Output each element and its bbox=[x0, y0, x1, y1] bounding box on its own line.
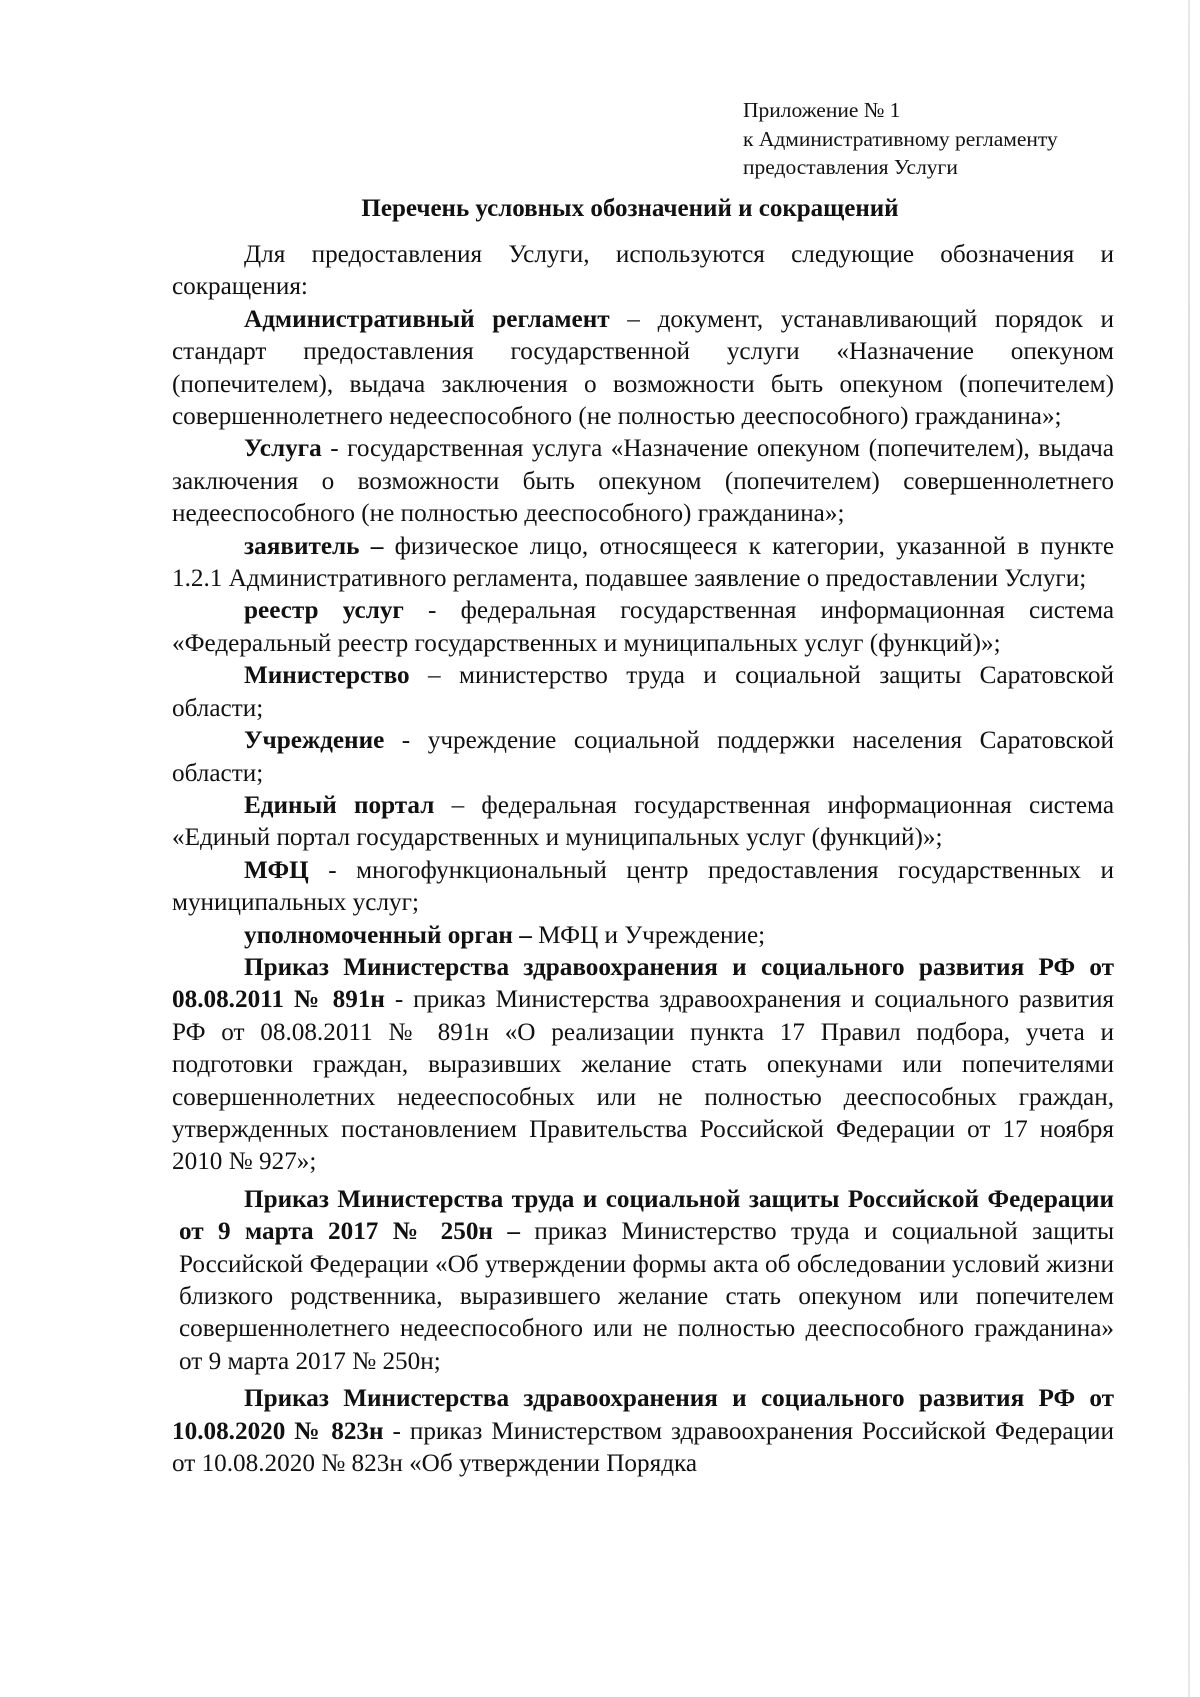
definition-term: Министерство bbox=[244, 662, 410, 690]
definition-separator: - bbox=[384, 727, 428, 755]
definition-text: приказ Министерства здравоохранения и социального развития РФ от 08.08.2011 № 891н «О реализации пункта 17 Правил подбора, учета и подготовки граждан, выразивших желание стать опекунами или попечителями совершеннолетних недееспособных или не полностью дееспособных граждан, утвержденных постановлением Правительства Российской Федерации от 17 ноября 2010 № 927»; bbox=[172, 986, 1115, 1176]
intro-paragraph: Для предоставления Услуги, используются следующие обозначения и сокращения: bbox=[172, 241, 1114, 301]
definition-item bbox=[172, 1383, 1114, 1480]
definition-text: приказ Министерством здравоохранения Российской Федерации от 10.08.2020 № 823н «Об утверждении Порядка bbox=[172, 1417, 1114, 1478]
definition-item bbox=[172, 952, 1114, 1179]
definition-term: Услуга bbox=[244, 435, 322, 463]
definition-term: уполномоченный орган – bbox=[244, 921, 532, 949]
definition-separator: - bbox=[321, 435, 348, 463]
definition-item bbox=[172, 304, 1114, 434]
definition-item bbox=[172, 595, 1114, 660]
definition-term: реестр услуг bbox=[244, 597, 404, 625]
definition-separator bbox=[383, 533, 394, 560]
definition-term: заявитель – bbox=[244, 532, 384, 560]
definition-separator: - bbox=[384, 986, 414, 1014]
definition-text: многофункциональный центр предоставления государственных и муниципальных услуг; bbox=[172, 856, 1114, 917]
annex-header bbox=[743, 96, 1163, 182]
definition-item bbox=[172, 1184, 1114, 1378]
definition-text: учреждение социальной поддержки населения Саратовской области; bbox=[172, 727, 1115, 787]
definition-text: министерство труда и социальной защиты Саратовской области; bbox=[172, 662, 1114, 722]
definition-term: Учреждение bbox=[244, 727, 385, 755]
definition-separator: - bbox=[308, 856, 357, 884]
definition-text: федеральная государственная информационная система «Федеральный реестр государственных и муниципальных услуг (функций)»; bbox=[172, 597, 1115, 657]
definition-separator: – bbox=[409, 662, 460, 690]
definition-text: МФЦ и Учреждение; bbox=[538, 921, 766, 949]
definition-item bbox=[172, 855, 1114, 920]
definition-text: государственная услуга «Назначение опекуном (попечителем), выдача заключения о возможности быть опекуном (попечителем) совершеннолетнего недееспособного (не полностью дееспособного) гражданина»; bbox=[172, 435, 1114, 528]
definition-item bbox=[172, 660, 1114, 725]
definition-item bbox=[172, 790, 1114, 855]
definition-text: физическое лицо, относящееся к категории, указанной в пункте 1.2.1 Административного регламента, подавшее заявление о предоставлении Услуги; bbox=[172, 532, 1115, 593]
definition-separator bbox=[520, 1218, 534, 1245]
definition-item bbox=[172, 531, 1114, 596]
definition-item bbox=[172, 725, 1114, 790]
definition-term: Административный регламент bbox=[244, 305, 610, 333]
definition-term: Приказ Министерства здравоохранения и социального развития РФ от 10.08.2020 № 823н bbox=[172, 1385, 1114, 1445]
definition-separator: – bbox=[434, 791, 482, 819]
annex-line-3: предоставления Услуги bbox=[743, 155, 958, 179]
definition-term: Приказ Министерства труда и социальной защиты Российской Федерации от 9 марта 2017 № 250н – bbox=[179, 1185, 1114, 1246]
definition-term: Приказ Министерства здравоохранения и социального развития РФ от 08.08.2011 № 891н bbox=[172, 953, 1114, 1014]
definition-term: Единый портал bbox=[244, 791, 435, 819]
definition-separator: - bbox=[383, 1417, 410, 1445]
annex-line-2: к Административному регламенту bbox=[743, 126, 1058, 151]
definition-text: документ, устанавливающий порядок и стандарт предоставления государственной услуги «Назначение опекуном (попечителем), выдача заключения о возможности быть опекуном (попечителем) совершеннолетнего недееспособного (не полностью дееспособного) гражданина»; bbox=[172, 305, 1114, 431]
definition-separator: - bbox=[403, 597, 461, 625]
annex-line-1: Приложение № 1 bbox=[743, 98, 901, 122]
document-body bbox=[172, 239, 1114, 1480]
definition-item bbox=[172, 920, 1114, 952]
definition-term: МФЦ bbox=[244, 856, 309, 884]
page-edge-divider bbox=[1188, 0, 1190, 1697]
definition-item bbox=[172, 433, 1114, 530]
document-title: Перечень условных обозначений и сокращений bbox=[361, 195, 899, 222]
definition-text: приказ Министерство труда и социальной защиты Российской Федерации «Об утверждении формы акта об обследовании условий жизни близкого родственника, выразившего желание стать опекуном или попечителем совершеннолетнего недееспособного или не полностью дееспособного гражданина» от 9 марта 2017 № 250н; bbox=[179, 1218, 1115, 1375]
definition-text: федеральная государственная информационная система «Единый портал государственных и муниципальных услуг (функций)»; bbox=[172, 791, 1114, 852]
definition-separator: – bbox=[609, 305, 658, 333]
